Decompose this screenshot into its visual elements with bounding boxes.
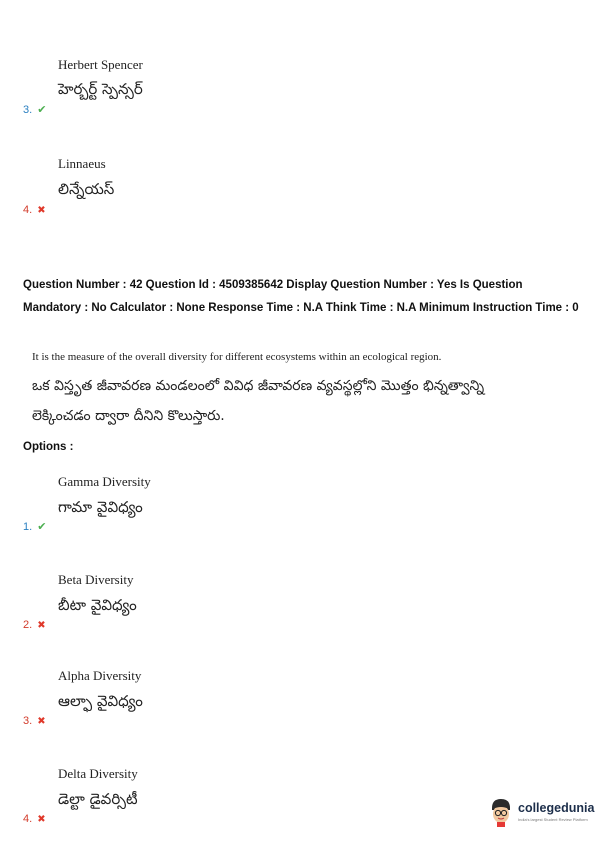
question-text-telugu-line2: లెక్కించడం ద్వారా దీనిని కొలుస్తారు. (32, 408, 225, 424)
option-3-marker (23, 98, 47, 117)
wrong-cross-icon: ✖ (37, 716, 46, 727)
option-1-english: Gamma Diversity (58, 474, 151, 489)
question-header: Question Number : 42 Question Id : 4509385642 Display Question Number : Yes Is Question Mandatory : No Calculator : None Response Time : N.A Think Time : N.A Minimum Instruction Time : 0 (23, 279, 579, 314)
option-4-english: Linnaeus (58, 156, 106, 171)
option-number: 4. (23, 813, 33, 825)
option-number: 2. (23, 619, 33, 631)
logo-wordmark: collegedunia (518, 801, 595, 815)
option-2-marker (23, 613, 46, 632)
option-4-telugu: డెల్టా డైవర్సిటీ (58, 790, 138, 808)
wrong-cross-icon: ✖ (37, 814, 46, 825)
option-2-english: Beta Diversity (58, 572, 134, 587)
option-4-marker (23, 807, 46, 826)
option-2-telugu: బీటా వైవిధ్యం (58, 596, 137, 614)
option-number: 3. (23, 715, 33, 727)
option-3-english: Alpha Diversity (58, 668, 142, 683)
wrong-cross-icon: ✖ (37, 620, 46, 631)
option-number: 1. (23, 521, 33, 533)
question-text-telugu-line1: ఒక విస్తృత జీవావరణ మండలంలో వివిధ జీవావరణ వ్యవస్థల్లోని మొత్తం భిన్నత్వాన్ని (32, 378, 485, 394)
option-1-marker (23, 515, 47, 534)
option-3-marker (23, 709, 46, 728)
options-label: Options : (23, 441, 74, 453)
option-4-telugu: లిన్నేయస్ (58, 180, 115, 198)
option-number: 3. (23, 104, 33, 116)
mascot-face-icon (488, 797, 514, 827)
option-4-marker (23, 198, 46, 217)
question-text-english: It is the measure of the overall diversity for different ecosystems within an ecological region. (32, 351, 442, 363)
wrong-cross-icon: ✖ (37, 205, 46, 216)
collegedunia-logo (488, 793, 595, 833)
option-3-telugu: హెర్బర్ట్ స్పెన్సర్ (58, 80, 143, 98)
correct-check-icon: ✔ (37, 520, 47, 533)
option-3-telugu: ఆల్ఫా వైవిధ్యం (58, 692, 143, 710)
option-4-english: Delta Diversity (58, 766, 138, 781)
correct-check-icon: ✔ (37, 103, 47, 116)
logo-tagline: India's largest Student Review Platform (518, 817, 588, 822)
option-1-telugu: గామా వైవిధ్యం (58, 498, 143, 516)
option-3-english: Herbert Spencer (58, 57, 143, 72)
option-number: 4. (23, 204, 33, 216)
